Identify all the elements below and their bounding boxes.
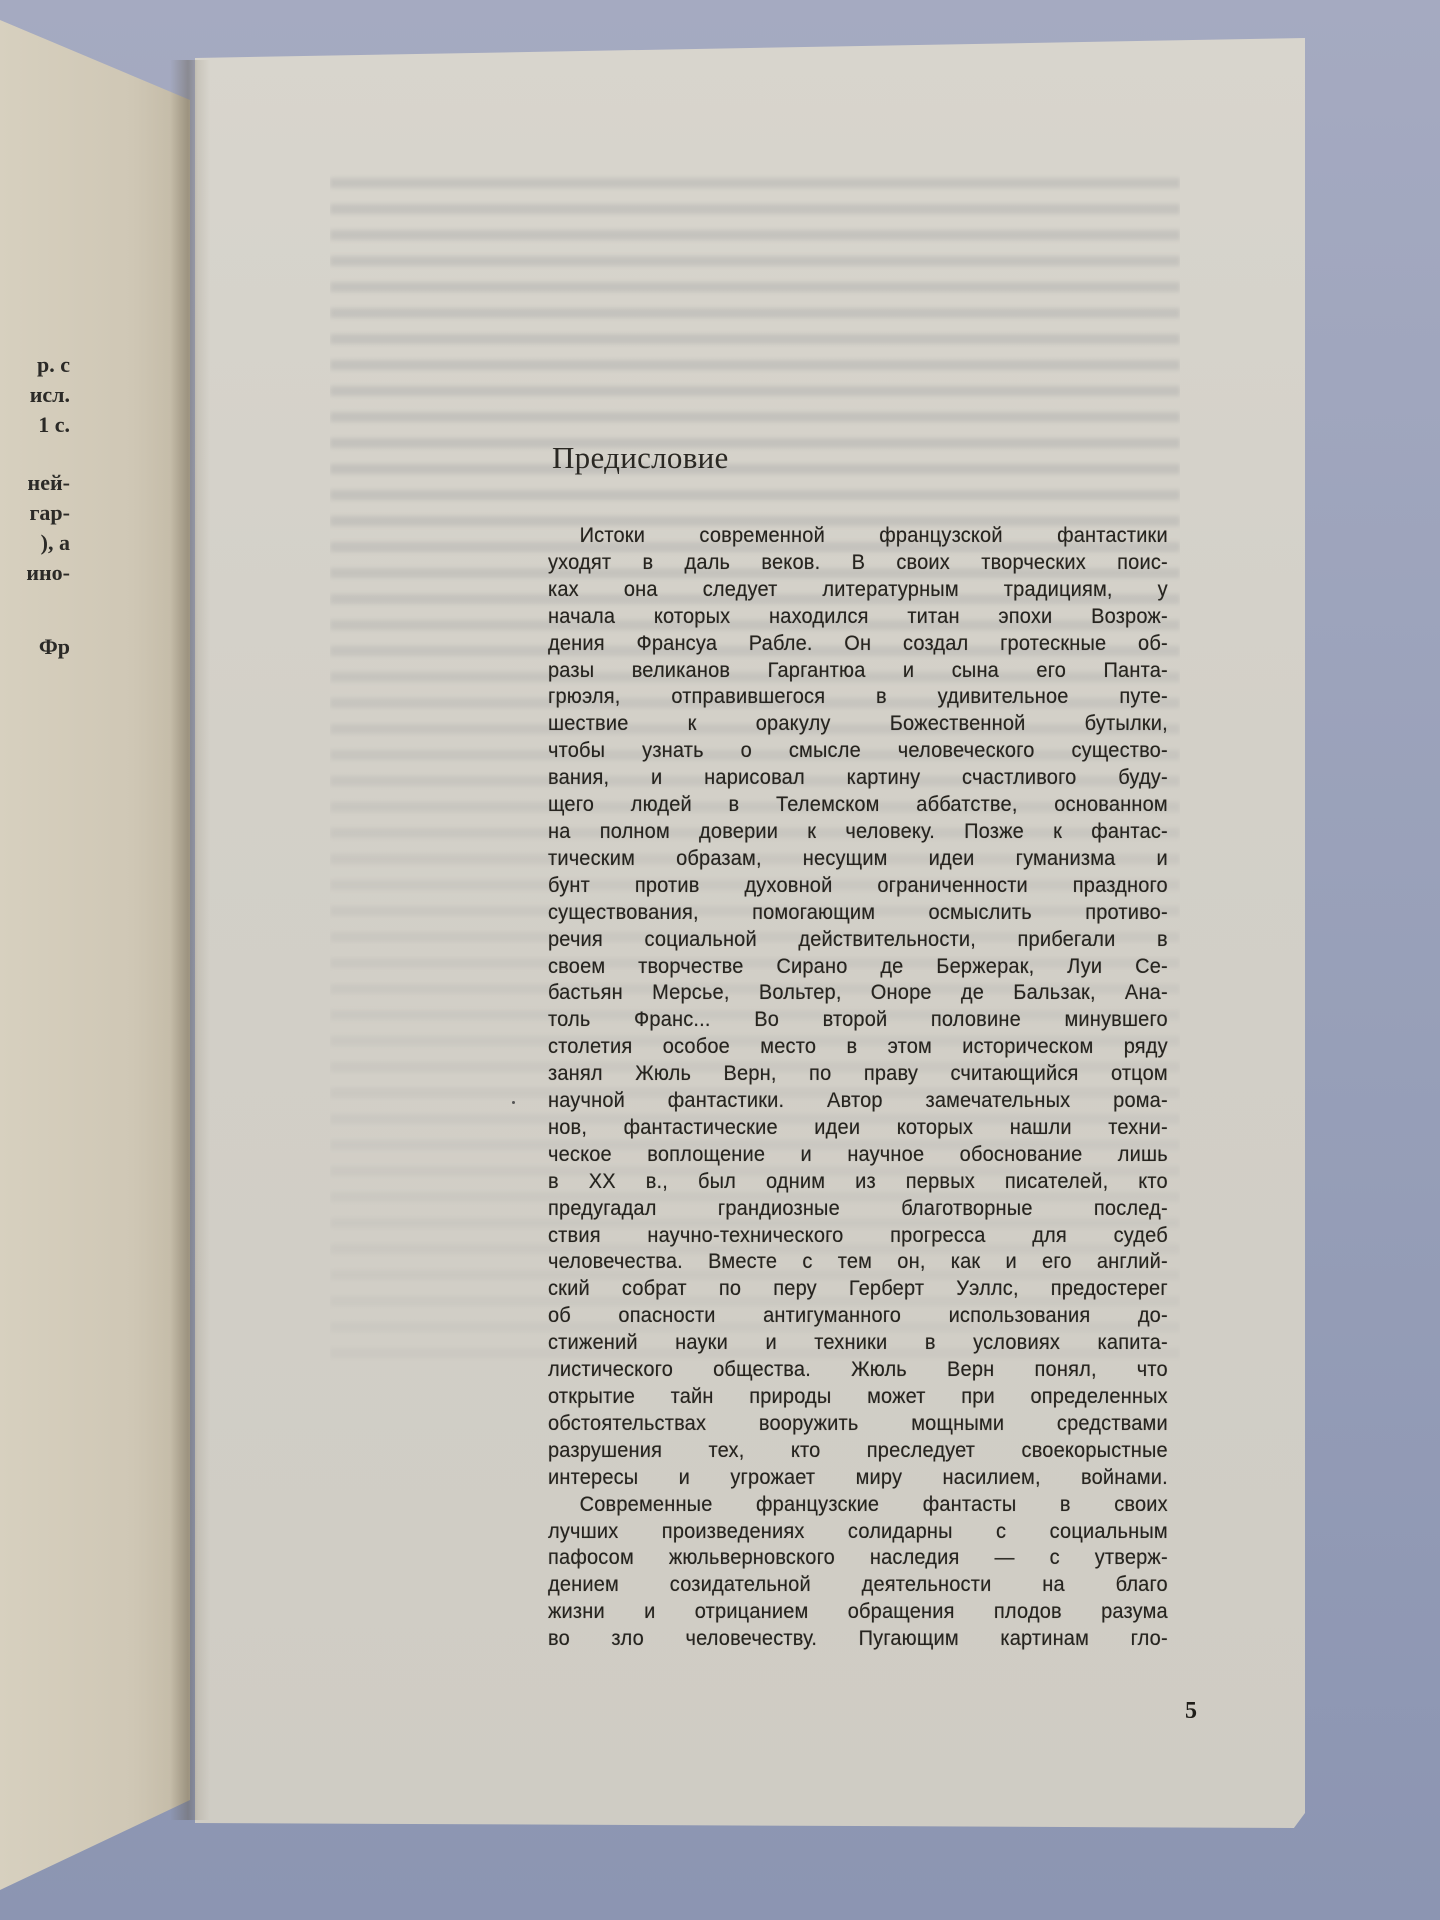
body-text	[548, 522, 1168, 1652]
left-fragment-gap	[0, 588, 70, 632]
text-line: ский собрат по перу Герберт Уэллс, предостерег	[548, 1276, 1168, 1301]
text-line: столетия особое место в этом историческом ряду	[548, 1034, 1168, 1059]
text-line: обстоятельствах вооружить мощными средствами	[548, 1410, 1168, 1435]
left-fragment: р. с	[37, 352, 70, 377]
text-line: ках она следует литературным традициям, у	[548, 576, 1168, 601]
text-line: листического общества. Жюль Верн понял, что	[548, 1357, 1168, 1382]
left-fragment: 1 с.	[38, 412, 70, 437]
text-line: интересы и угрожает миру насилием, войнами.	[548, 1464, 1168, 1489]
text-line: грюэля, отправившегося в удивительное путе-	[548, 684, 1168, 709]
text-line: речия социальной действительности, прибегали в	[548, 926, 1168, 951]
text-line: своем творчестве Сирано де Бержерак, Луи Се-	[548, 953, 1168, 978]
left-page	[0, 20, 190, 1890]
text-line: во зло человечеству. Пугающим картинам гло-	[548, 1626, 1168, 1651]
text-line: толь Франс... Во второй половине минувшего	[548, 1007, 1168, 1032]
text-line: об опасности антигуманного использования до-	[548, 1303, 1168, 1328]
text-line: существования, помогающим осмыслить противо-	[548, 899, 1168, 924]
text-line: уходят в даль веков. В своих творческих поис-	[548, 549, 1168, 574]
text-line: Современные французские фантасты в своих	[579, 1491, 1168, 1516]
text-line: в XX в., был одним из первых писателей, кто	[548, 1168, 1168, 1193]
left-fragment: ино-	[26, 560, 70, 585]
left-fragment: Фр	[38, 634, 70, 659]
text-line: нов, фантастические идеи которых нашли техни-	[548, 1114, 1168, 1139]
text-line: начала которых находился титан эпохи Возрож-	[548, 603, 1168, 628]
left-page-text-fragments	[0, 350, 70, 662]
text-line: разрушения тех, кто преследует своекорыстные	[548, 1437, 1168, 1462]
text-line: чтобы узнать о смысле человеческого существо-	[548, 738, 1168, 763]
text-line: ческое воплощение и научное обоснование лишь	[548, 1141, 1168, 1166]
text-line: лучших произведениях солидарны с социальным	[548, 1518, 1168, 1543]
text-line: Истоки современной французской фантастики	[579, 523, 1168, 547]
page-number: 5	[1185, 1698, 1197, 1724]
text-line: дения Франсуа Рабле. Он создал гротескные об-	[548, 630, 1168, 655]
left-fragment: гар-	[29, 500, 70, 525]
text-line: занял Жюль Верн, по праву считающийся отцом	[548, 1061, 1168, 1086]
text-line: разы великанов Гаргантюа и сына его Панта-	[548, 657, 1168, 682]
text-line: на полном доверии к человеку. Позже к фантас-	[548, 818, 1168, 843]
book-spine-shadow	[170, 60, 210, 1820]
text-line: тическим образам, несущим идеи гуманизма и	[548, 845, 1168, 870]
text-line: предугадал грандиозные благотворные послед-	[548, 1195, 1168, 1220]
text-line: вания, и нарисовал картину счастливого буду-	[548, 765, 1168, 790]
text-line: бунт против духовной ограниченности праздного	[548, 872, 1168, 897]
left-fragment: ), а	[40, 530, 70, 555]
left-fragment: исл.	[29, 382, 70, 407]
left-fragment-gap	[0, 440, 70, 468]
text-line: стижений науки и техники в условиях капита-	[548, 1330, 1168, 1355]
text-line: бастьян Мерсье, Вольтер, Оноре де Бальзак, Ана-	[548, 980, 1168, 1005]
ink-speck	[512, 1101, 515, 1104]
text-line: дением созидательной деятельности на благо	[548, 1572, 1168, 1597]
text-line: щего людей в Телемском аббатстве, основанном	[548, 792, 1168, 817]
text-line: пафосом жюльверновского наследия — с утверж-	[548, 1545, 1168, 1570]
page-title: Предисловие	[552, 440, 729, 475]
left-fragment: ней-	[27, 470, 70, 495]
text-line: человечества. Вместе с тем он, как и его англий-	[548, 1249, 1168, 1274]
text-line: жизни и отрицанием обращения плодов разума	[548, 1599, 1168, 1624]
text-line: ствия научно-технического прогресса для судеб	[548, 1222, 1168, 1247]
text-line: научной фантастики. Автор замечательных рома-	[548, 1088, 1168, 1113]
text-line: открытие тайн природы может при определенных	[548, 1384, 1168, 1408]
text-line: шествие к оракулу Божественной бутылки,	[548, 711, 1168, 736]
page-content	[548, 440, 1168, 1652]
